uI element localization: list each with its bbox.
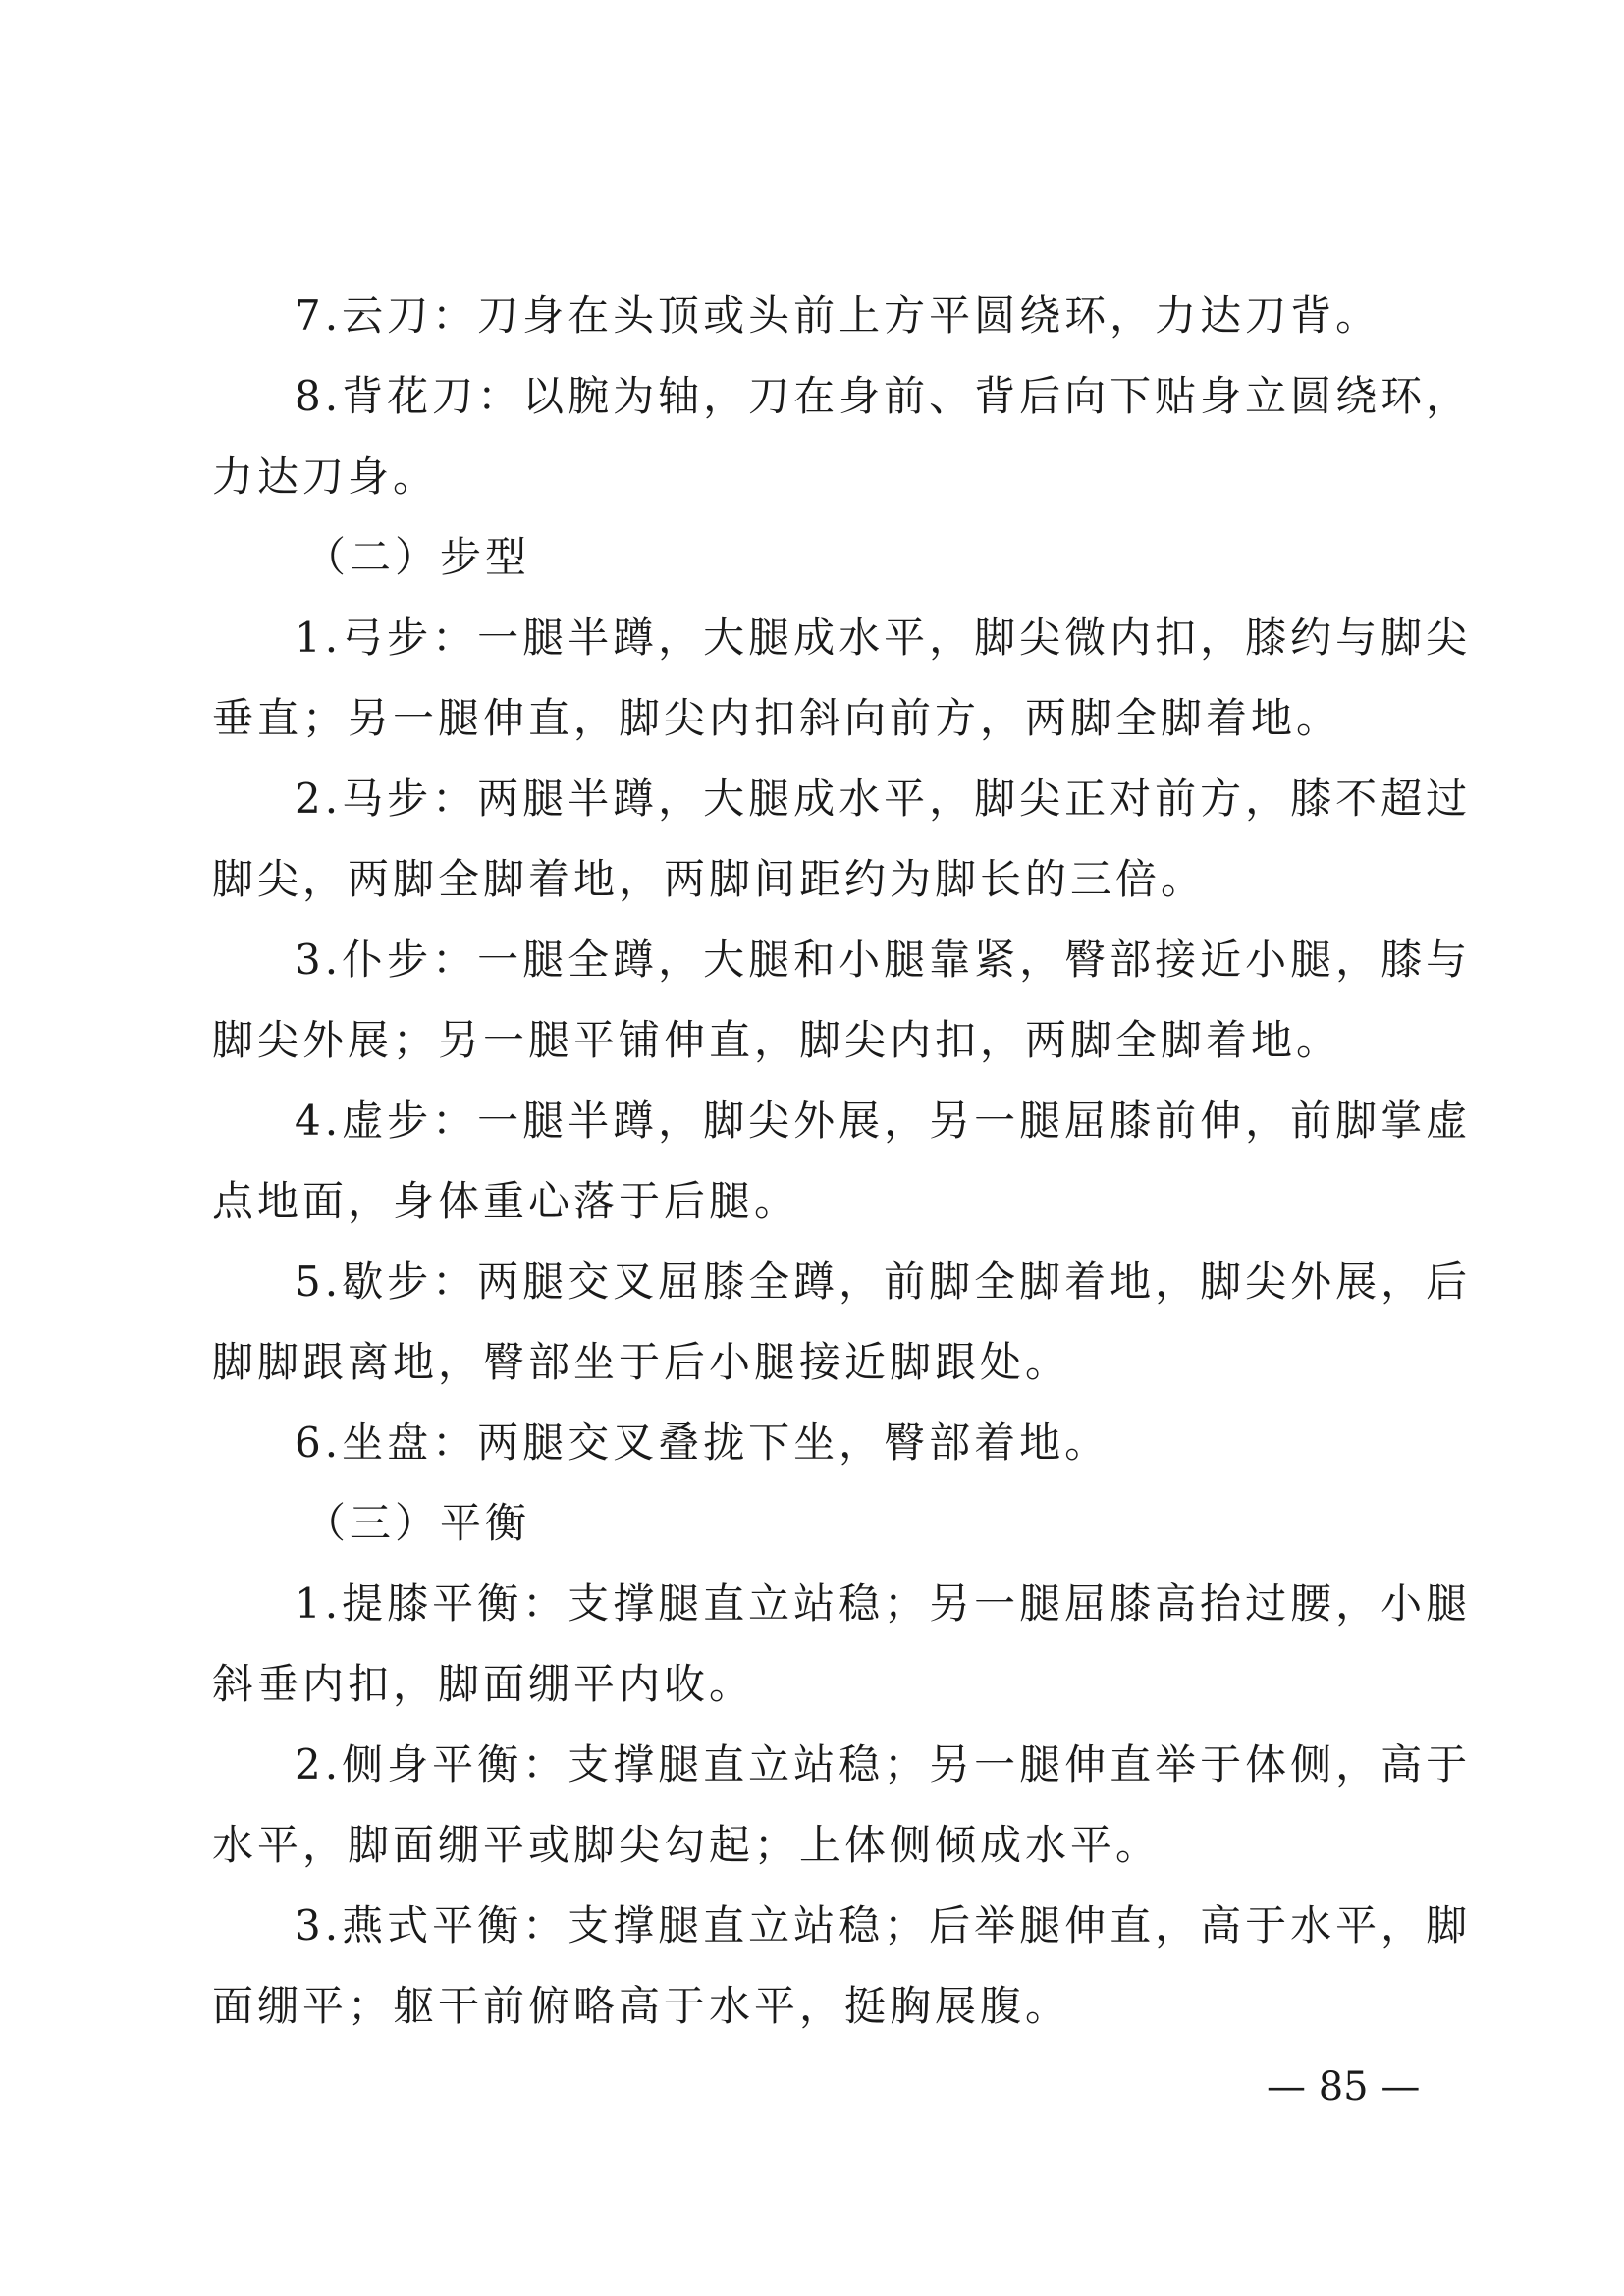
text-line-4-xubu: 4.虚步：一腿半蹲，脚尖外展，另一腿屈膝前伸，前脚掌虚 (295, 1096, 1472, 1145)
text-line-3-pubu-cont: 脚尖外展；另一腿平铺伸直，脚尖内扣，两脚全脚着地。 (212, 1016, 1342, 1064)
text-line-8-beihuadao: 8.背花刀：以腕为轴，刀在身前、背后向下贴身立圆绕环， (295, 372, 1472, 420)
text-line-3-yanshi-pingheng-cont: 面绷平；躯干前俯略高于水平，挺胸展腹。 (212, 1982, 1071, 2030)
text-line-1-gongbu-cont: 垂直；另一腿伸直，脚尖内扣斜向前方，两脚全脚着地。 (212, 694, 1342, 742)
text-line-3-yanshi-pingheng: 3.燕式平衡：支撑腿直立站稳；后举腿伸直，高于水平，脚 (295, 1901, 1472, 1949)
text-line-5-xiebu: 5.歇步：两腿交叉屈膝全蹲，前脚全脚着地，脚尖外展，后 (295, 1257, 1472, 1306)
section-heading-buxing: （二）步型 (304, 533, 531, 581)
text-line-1-tixi-pingheng-cont: 斜垂内扣，脚面绷平内收。 (212, 1660, 755, 1708)
text-line-1-tixi-pingheng: 1.提膝平衡：支撑腿直立站稳；另一腿屈膝高抬过腰，小腿 (295, 1579, 1472, 1628)
page-number: — 85 — (1267, 2064, 1421, 2109)
text-line-3-pubu: 3.仆步：一腿全蹲，大腿和小腿靠紧，臀部接近小腿，膝与 (295, 935, 1472, 984)
text-line-2-mabu-cont: 脚尖，两脚全脚着地，两脚间距约为脚长的三倍。 (212, 855, 1207, 903)
text-line-6-zuopan: 6.坐盘：两腿交叉叠拢下坐，臀部着地。 (295, 1418, 1110, 1467)
text-line-8-beihuadao-cont: 力达刀身。 (212, 453, 439, 501)
text-line-4-xubu-cont: 点地面，身体重心落于后腿。 (212, 1177, 800, 1225)
text-line-2-ceshen-pingheng: 2.侧身平衡：支撑腿直立站稳；另一腿伸直举于体侧，高于 (295, 1740, 1472, 1789)
section-heading-pingheng: （三）平衡 (304, 1499, 531, 1547)
text-line-2-ceshen-pingheng-cont: 水平，脚面绷平或脚尖勾起；上体侧倾成水平。 (212, 1821, 1162, 1869)
text-line-1-gongbu: 1.弓步：一腿半蹲，大腿成水平，脚尖微内扣，膝约与脚尖 (295, 614, 1472, 662)
text-line-2-mabu: 2.马步：两腿半蹲，大腿成水平，脚尖正对前方，膝不超过 (295, 774, 1472, 823)
text-line-5-xiebu-cont: 脚脚跟离地，臀部坐于后小腿接近脚跟处。 (212, 1338, 1071, 1386)
text-line-7-yundao: 7.云刀：刀身在头顶或头前上方平圆绕环，力达刀背。 (295, 292, 1381, 340)
